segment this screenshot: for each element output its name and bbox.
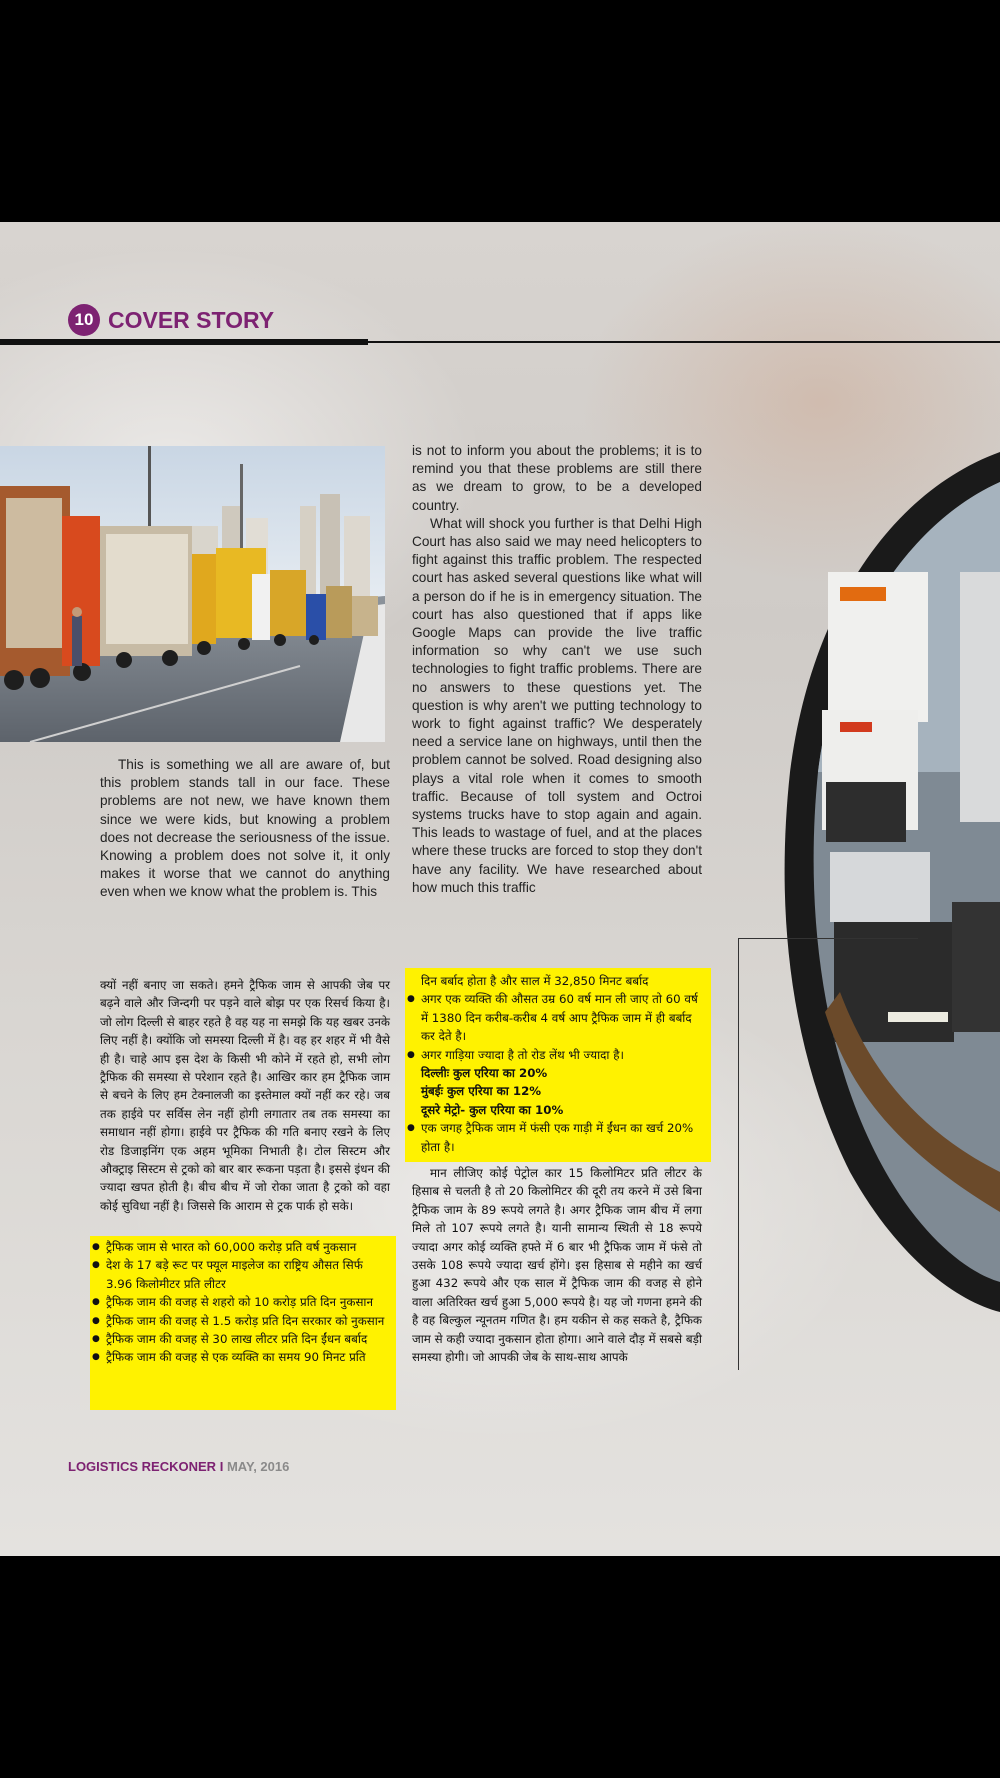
footer-date: MAY, 2016 bbox=[226, 1459, 290, 1474]
highlight-list-1 bbox=[92, 1238, 392, 1367]
highlight-item: ● अगर गाड़िया ज्यादा है तो रोड लेंथ भी ज्यादा है। bbox=[407, 1046, 707, 1064]
column-divider-top bbox=[738, 938, 918, 939]
highlight-item: ● ट्रैफिक जाम की वजह से शहरो को 10 करोड़ प्रति दिन नुकसान bbox=[92, 1293, 392, 1311]
stat-delhi: दिल्लीः कुल एरिया का 20% bbox=[421, 1066, 548, 1081]
highlight-item: ● ट्रैफिक जाम की वजह से 1.5 करोड़ प्रति दिन सरकार को नुकसान bbox=[92, 1312, 392, 1330]
stat-mumbai: मुंबईः कुल एरिया का 12% bbox=[421, 1084, 542, 1099]
trucks-photo bbox=[0, 446, 385, 742]
column-divider bbox=[738, 938, 739, 1370]
magazine-page bbox=[0, 222, 1000, 1556]
hindi-paragraph: क्यों नहीं बनाए जा सकते। हमने ट्रैफिक जाम से आपकी जेब पर बढ़ने वाले और जिन्दगी पर पड़ने वाले बोझ पर एक रिसर्च किया है। जो लोग दिल्ली से बाहर रहते है वह यह ना समझे कि यह खबर उनके लिए नहीं है। क्योंकि जो समस्या दिल्ली में है। वह हर शहर में भी वैसे ही है। चाहे आप इस देश के किसी भी कोने में रहते हो, सभी लोग ट्रैफिक की समस्या से परेशान रहते है। आखिर कार हम ट्रैफिक जाम से बचने के लिए हम टेक्नालजी का इस्तेमाल क्यों नहीं कर रहे। जब तक हाईवे पर सर्विस लेन नहीं होगी लगातार तब तक समस्या का समाधान नहीं होगा। हाईवे पर ट्रैफिक की गति बनाए रखने के लिए रोड डिजाइनिंग एक अहम भूमिका निभाती है। टोल सिस्टम और औक्ट्राइ सिस्टम से ट्रको को बार बार रूकना पड़ता है। इससे इंधन की ज्यादा खपत होती है। बीच बीच में जो रोका जाता है ट्रको को वहा कोई सुविधा नहीं है। जिससे कि आराम से ट्रक पार्क हो सके। bbox=[100, 978, 390, 1213]
highlight-lead: दिन बर्बाद होता है और साल में 32,850 मिनट बर्बाद bbox=[421, 974, 649, 988]
english-paragraph: is not to inform you about the problems; it is to remind you that these problems are still there as we dream to grow, to be a developed country. bbox=[412, 443, 702, 513]
highlight-item: ● ट्रैफिक जाम की वजह से 30 लाख लीटर प्रति दिन ईंधन बर्बाद bbox=[92, 1330, 392, 1348]
footer-separator: I bbox=[219, 1459, 224, 1474]
highlight-item: ● एक जगह ट्रैफिक जाम में फंसी एक गाड़ी में ईंधन का खर्च 20% होता है। bbox=[407, 1119, 707, 1156]
english-text-column-1 bbox=[100, 756, 390, 902]
highlight-item: ● ट्रैफिक जाम से भारत को 60,000 करोड़ प्रति वर्ष नुकसान bbox=[92, 1238, 392, 1256]
hindi-text-column-2 bbox=[412, 1164, 702, 1366]
highlight-item: ● ट्रैफिक जाम की वजह से एक व्यक्ति का समय 90 मिनट प्रति bbox=[92, 1348, 392, 1366]
car-mirror-image bbox=[770, 452, 1000, 1312]
stat-other-metros: दूसरे मेट्रो- कुल एरिया का 10% bbox=[421, 1102, 564, 1117]
highlight-item: ● अगर एक व्यक्ति की औसत उम्र 60 वर्ष मान ली जाए तो 60 वर्ष में 1380 दिन करीब-करीब 4 वर्ष आप ट्रैफिक जाम में ही बर्बाद कर देते है। bbox=[407, 990, 707, 1045]
header-rule-thin bbox=[368, 341, 1000, 343]
header-rule-thick bbox=[0, 339, 368, 345]
hindi-text-column-1 bbox=[100, 976, 390, 1215]
english-text-column-2 bbox=[412, 442, 702, 897]
page-header bbox=[68, 304, 274, 336]
english-paragraph: What will shock you further is that Delhi High Court has also said we may need helicopters to fight against this traffic problem. The respected court has asked several questions like what will a person do if he is in emergency situation. The court has also questioned that if apps like Google Maps can provide the live traffic information so why can't we use such technologies to fight traffic problems. There are no answers to these questions yet. The question is why aren't we putting technology to work to fight against traffic? We desperately need a service lane on highways, until then the problem cannot be solved. Road designing also plays a vital role when it comes to smooth traffic. Because of toll system and Octroi systems trucks have to stop again and again. This leads to wastage of fuel, and at the places where these trucks are forced to stop they don't have any facility. We have researched about how much this traffic bbox=[412, 515, 702, 895]
english-paragraph: This is something we all are aware of, but this problem stands tall in our face. These problems are not new, we have known them since we were kids, but knowing a problem does not decrease the seriousness of the issue. Knowing a problem does not solve it, it only makes it worse that we cannot do anything even when we know what the problem is. This bbox=[100, 757, 390, 900]
footer-brand: LOGISTICS RECKONER bbox=[68, 1459, 217, 1474]
highlight-list-2 bbox=[407, 972, 707, 1156]
hindi-paragraph: मान लीजिए कोई पेट्रोल कार 15 किलोमिटर प्रति लीटर के हिसाब से चलती है तो 20 किलोमिटर की दूरी तय करने में उसे बिना ट्रैफिक जाम के 89 रूपये लगते है। अगर ट्रैफिक जाम बीच में लगा मिले तो 107 रूपये लगते है। यानी सामान्य स्थिती से 18 रूपये ज्यादा अगर कोई व्यक्ति हफ्ते में 6 बार भी ट्रैफिक जाम में फंसे तो उसके 108 रूपये ज्यादा खर्च होंगे। इस हिसाब से महीने का खर्च हुआ 432 रूपये और एक साल में ट्रैफिक जाम की वजह से होने वाला अतिरिक्त खर्च हुआ 5,000 रूपये है। यह जो गणना हमने की है वह बिल्कुल न्यूनतम गणित है। हम यकीन से कह सकते है, ट्रैफिक जाम से कही ज्यादा नुकसान होता होगा। आने वाले दौड़ में सबसे बड़ी समस्या होगी। जो आपकी जेब के साथ-साथ आपके bbox=[412, 1166, 702, 1365]
page-footer bbox=[68, 1459, 289, 1474]
section-title: COVER STORY bbox=[108, 306, 275, 333]
highlight-item: ● देश के 17 बड़े रूट पर फ्यूल माइलेज का राष्ट्रिय औसत सिर्फ 3.96 किलोमीटर प्रति लीटर bbox=[92, 1256, 392, 1293]
page-number-badge: 10 bbox=[68, 304, 100, 336]
